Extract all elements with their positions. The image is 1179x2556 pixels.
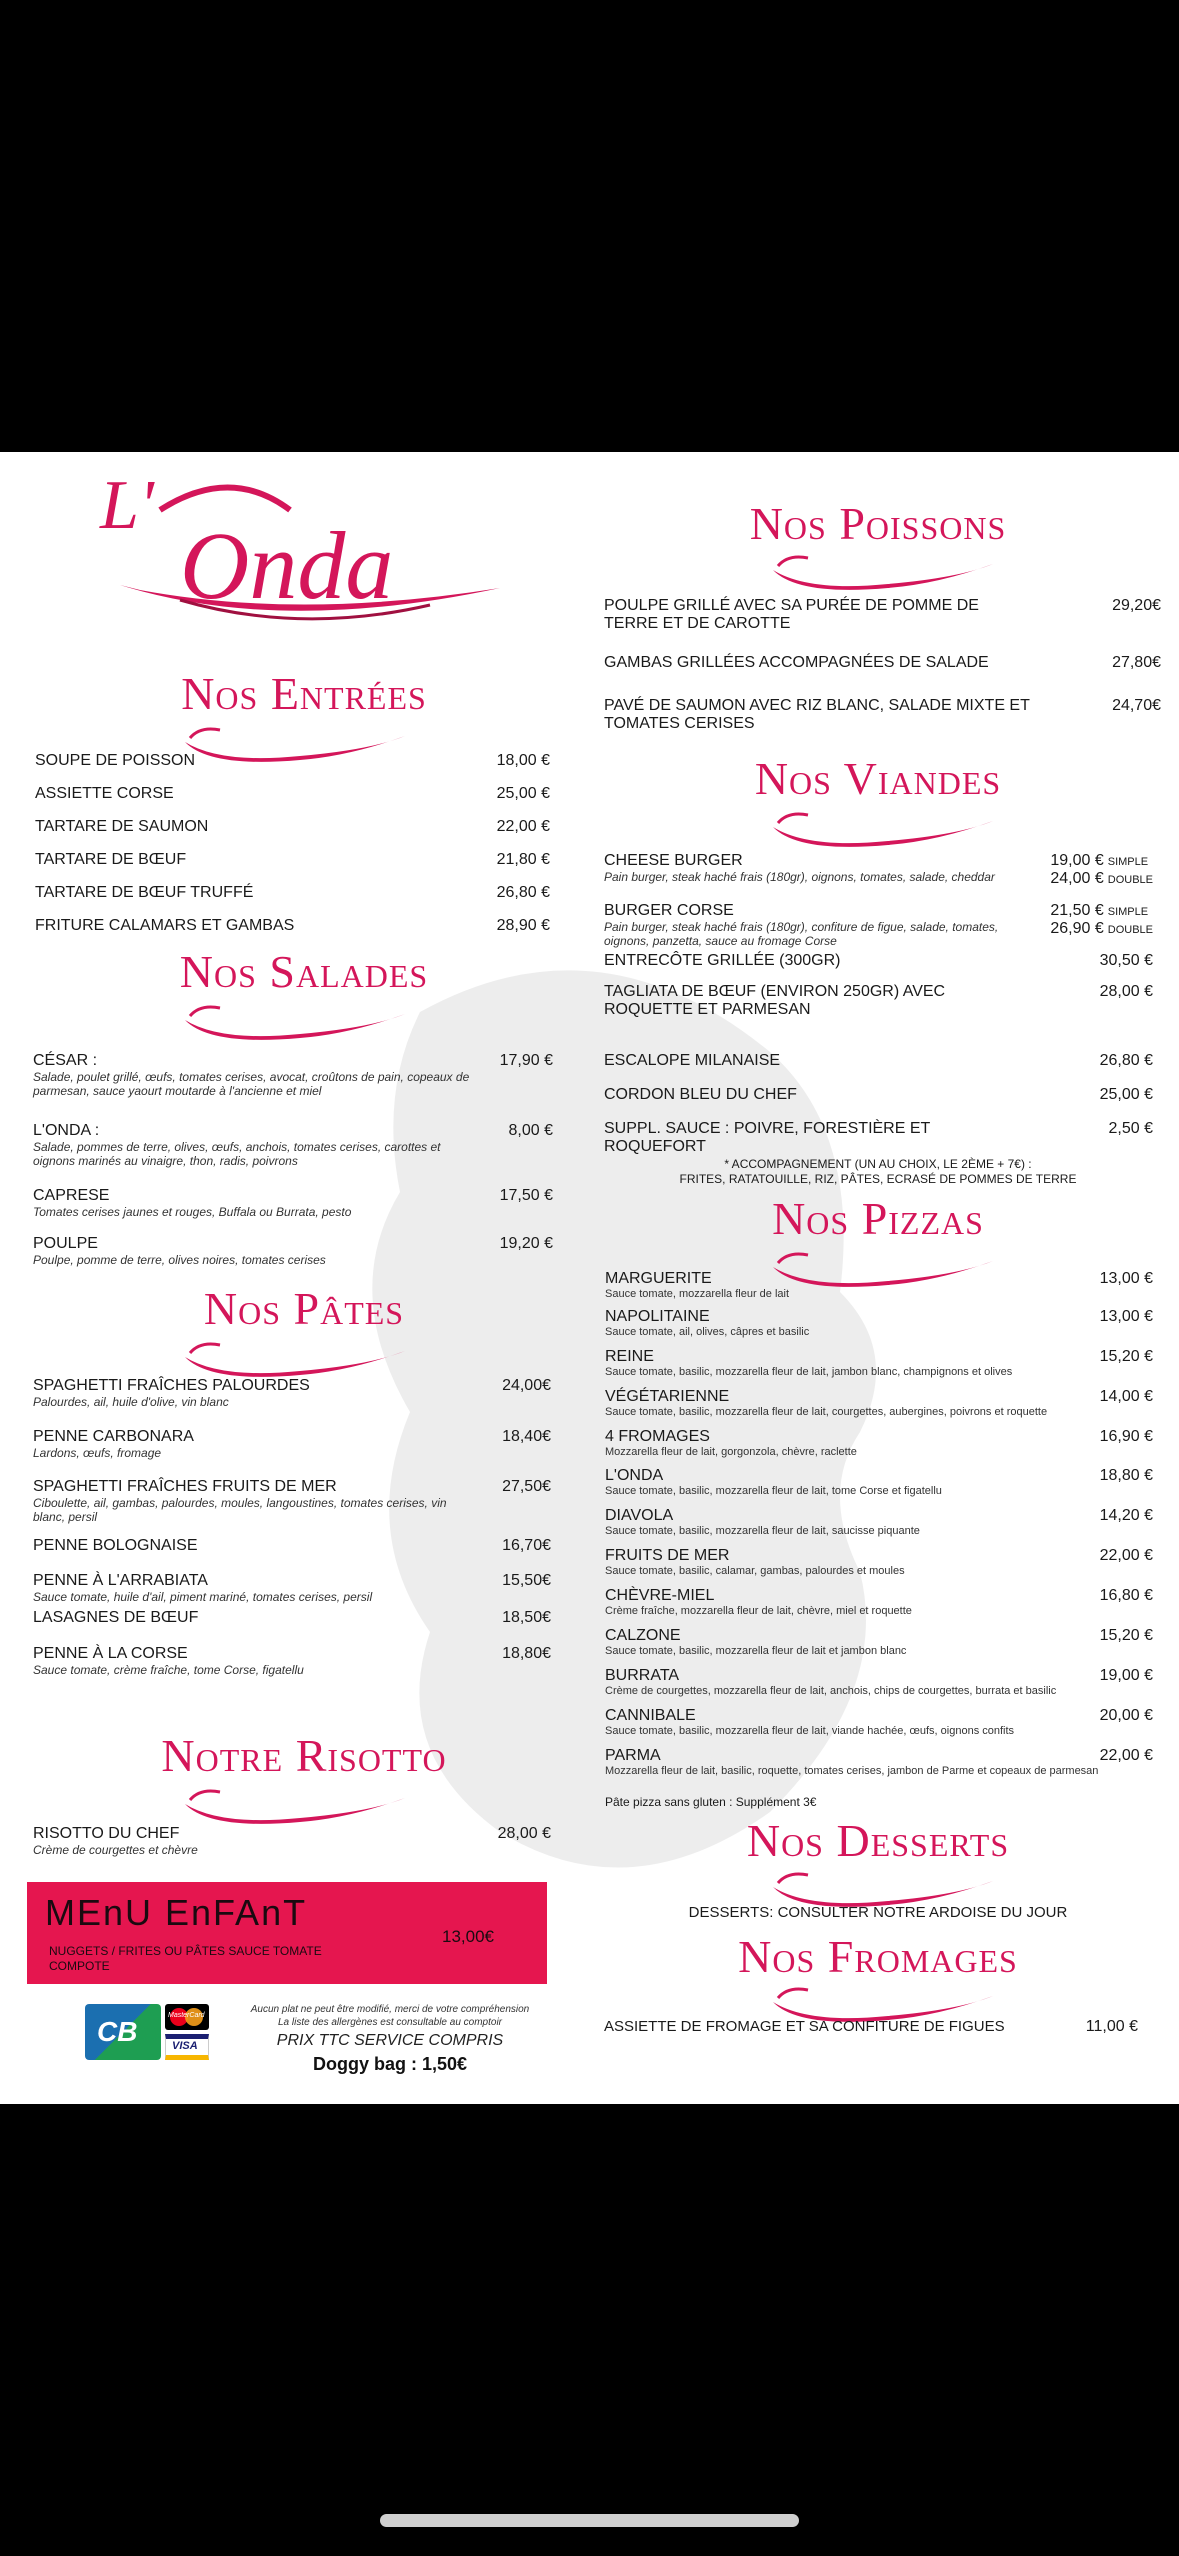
menu-item <box>33 1478 578 1524</box>
menu-item <box>605 1667 1158 1697</box>
item-description: Sauce tomate, basilic, mozzarella fleur de lait, saucisse piquante <box>605 1525 920 1537</box>
menu-item <box>605 1388 1158 1418</box>
visa-label: VISA <box>172 2040 198 2052</box>
cb-card-label: CB <box>97 2016 138 2047</box>
section-swoosh-icon <box>768 1867 998 1907</box>
gluten-note: Pâte pizza sans gluten : Supplément 3€ <box>605 1795 817 1809</box>
menu-item <box>35 818 575 836</box>
item-description: Sauce tomate, basilic, mozzarella fleur de lait, tome Corse et figatellu <box>605 1485 942 1497</box>
menu-enfant-price: 13,00€ <box>442 1927 494 1946</box>
menu-item <box>35 752 575 770</box>
menu-item <box>33 1377 578 1409</box>
item-description: Sauce tomate, basilic, mozzarella fleur de lait, courgettes, aubergines, poivrons et roquette <box>605 1406 1048 1418</box>
cb-card-icon <box>85 2004 161 2060</box>
item-name: TARTARE DE BŒUF TRUFFÉ <box>35 884 254 901</box>
item-name: CHÈVRE-MIEL <box>605 1587 715 1604</box>
item-name: ENTRECÔTE GRILLÉE (300GR) <box>604 952 841 969</box>
item-price: 20,00 € <box>1099 1707 1153 1724</box>
pates-list <box>33 1377 578 1717</box>
item-price: 8,00 € <box>508 1122 553 1139</box>
item-price: 22,00 € <box>1099 1747 1153 1764</box>
salades-list <box>33 1052 578 1282</box>
item-price: 19,00 € <box>1099 1667 1153 1684</box>
item-description: Poulpe, pomme de terre, olives noires, tomates cerises <box>33 1253 326 1267</box>
home-indicator[interactable] <box>380 2514 799 2527</box>
section-title-salades: Nos Salades <box>179 946 429 997</box>
menu-item <box>35 884 575 902</box>
item-name: SPAGHETTI FRAÎCHES PALOURDES <box>33 1377 310 1394</box>
item-name: CHEESE BURGER <box>604 852 743 869</box>
item-name: ASSIETTE DE FROMAGE ET SA CONFITURE DE FIGUES <box>604 2018 1005 2035</box>
desserts-text: DESSERTS: CONSULTER NOTRE ARDOISE DU JOUR <box>688 1904 1068 1921</box>
logo-top-text: L' <box>100 467 154 544</box>
item-price: 18,50€ <box>502 1609 551 1626</box>
item-price: 29,20€ <box>1112 597 1161 614</box>
item-description: Sauce tomate, basilic, mozzarella fleur de lait et jambon blanc <box>605 1645 907 1657</box>
footer-note-2: La liste des allergènes est consultable au comptoir <box>277 2017 503 2028</box>
item-name: PENNE À LA CORSE <box>33 1645 188 1662</box>
item-description: Crème de courgettes et chèvre <box>33 1843 198 1857</box>
menu-item <box>605 1270 1158 1300</box>
item-price: 15,50€ <box>502 1572 551 1589</box>
logo <box>100 467 520 630</box>
menu-item <box>604 2018 1138 2035</box>
item-price: 28,00 € <box>1099 983 1153 1000</box>
item-price: 18,80€ <box>502 1645 551 1662</box>
item-price: 17,50 € <box>499 1187 553 1204</box>
item-name: REINE <box>605 1348 654 1365</box>
item-description: Tomates cerises jaunes et rouges, Buffala ou Burrata, pesto <box>33 1205 352 1219</box>
item-name: NAPOLITAINE <box>605 1308 710 1325</box>
section-swoosh-icon <box>768 550 998 590</box>
price-note-simple: SIMPLE <box>1107 856 1149 868</box>
item-price: 13,00 € <box>1099 1308 1153 1325</box>
menu-item <box>35 785 575 803</box>
mastercard-label: MasterCard <box>168 2012 205 2019</box>
item-description: Sauce tomate, mozzarella fleur de lait <box>605 1288 790 1300</box>
item-name: PENNE À L'ARRABIATA <box>33 1572 208 1589</box>
item-name: SPAGHETTI FRAÎCHES FRUITS DE MER <box>33 1478 337 1495</box>
item-description: Sauce tomate, basilic, calamar, gambas, palourdes et moules <box>605 1565 905 1577</box>
item-price: 17,90 € <box>499 1052 553 1069</box>
item-name: TAGLIATA DE BŒUF (ENVIRON 250GR) AVEC ROQUETTE ET PARMESAN <box>604 983 946 1018</box>
item-name: ESCALOPE MILANAISE <box>604 1052 781 1069</box>
item-description: Sauce tomate, ail, olives, câpres et basilic <box>605 1326 810 1338</box>
section-swoosh-icon <box>180 1337 410 1377</box>
menu-item <box>604 697 1161 733</box>
item-name: PARMA <box>605 1747 661 1764</box>
menu-item <box>33 1645 578 1677</box>
item-description: Lardons, œufs, fromage <box>33 1446 162 1460</box>
item-description: Sauce tomate, basilic, mozzarella fleur de lait, viande hachée, œufs, oignons confits <box>605 1725 1015 1737</box>
price-note-double: DOUBLE <box>1107 924 1153 936</box>
item-name: MARGUERITE <box>605 1270 712 1287</box>
poissons-list <box>604 597 1161 747</box>
item-price: 18,40€ <box>502 1428 551 1445</box>
menu-item <box>604 654 1161 672</box>
accompagnement-line-2: FRITES, RATATOUILLE, RIZ, PÂTES, ECRASÉ DE POMMES DE TERRE <box>679 1172 1077 1186</box>
item-name: PENNE BOLOGNAISE <box>33 1537 198 1554</box>
item-description: Sauce tomate, huile d'ail, piment mariné, tomates cerises, persil <box>33 1590 373 1604</box>
section-title-desserts: Nos Desserts <box>746 1815 1010 1866</box>
item-name: CORDON BLEU DU CHEF <box>604 1086 797 1103</box>
item-name: L'ONDA : <box>33 1122 100 1139</box>
menu-enfant-title: MEnU EnFAnT <box>45 1892 308 1933</box>
item-price-double: 26,90 € <box>1050 920 1104 937</box>
payment-logos <box>85 2004 209 2062</box>
menu-item <box>33 1537 578 1555</box>
item-name: TARTARE DE BŒUF <box>35 851 187 868</box>
item-name: CÉSAR : <box>33 1052 98 1069</box>
item-price <box>1050 852 1153 888</box>
item-name: CAPRESE <box>33 1187 110 1204</box>
menu-item <box>33 1428 578 1460</box>
menu-item <box>604 952 1158 970</box>
item-price: 2,50 € <box>1108 1120 1153 1137</box>
item-name: CALZONE <box>605 1627 681 1644</box>
item-price: 27,50€ <box>502 1478 551 1495</box>
menu-item <box>604 852 1158 887</box>
item-price: 15,20 € <box>1099 1348 1153 1365</box>
menu-item <box>605 1428 1158 1458</box>
item-price: 24,00€ <box>502 1377 551 1394</box>
section-title-fromages: Nos Fromages <box>738 1931 1018 1982</box>
item-description: Palourdes, ail, huile d'olive, vin blanc <box>33 1395 229 1409</box>
footer-note-1: Aucun plat ne peut être modifié, merci de votre compréhension <box>250 2004 530 2015</box>
item-name: FRUITS DE MER <box>605 1547 730 1564</box>
section-title-viandes: Nos Viandes <box>754 753 1002 804</box>
menu-enfant-box <box>27 1882 547 1984</box>
item-price: 14,00 € <box>1099 1388 1153 1405</box>
item-price: 16,70€ <box>502 1537 551 1554</box>
risotto-list <box>33 1825 578 1875</box>
item-description: Sauce tomate, basilic, mozzarella fleur de lait, jambon blanc, champignons et olives <box>605 1366 1013 1378</box>
item-price: 22,00 € <box>496 818 550 835</box>
section-swoosh-icon <box>180 1784 410 1824</box>
section-title-risotto: Notre Risotto <box>161 1730 447 1781</box>
item-name: DIAVOLA <box>605 1507 674 1524</box>
menu-item <box>604 902 1158 948</box>
viandes-list <box>604 852 1158 1172</box>
menu-item <box>605 1308 1158 1338</box>
item-description: Pain burger, steak haché frais (180gr), confiture de figue, salade, tomates, oignons, panzetta, sauce au fromage Corse <box>604 920 999 948</box>
menu-item <box>605 1747 1158 1777</box>
section-swoosh-icon <box>180 1000 410 1040</box>
section-title-entrees: Nos Entrées <box>181 668 427 719</box>
item-price: 14,20 € <box>1099 1507 1153 1524</box>
menu-item <box>605 1547 1158 1577</box>
menu-item <box>605 1587 1158 1617</box>
item-description: Salade, pommes de terre, olives, œufs, anchois, tomates cerises, carottes et oignons marinés au vinaigre, thon, radis, poivrons <box>33 1140 441 1168</box>
item-price: 16,80 € <box>1099 1587 1153 1604</box>
menu-item <box>604 1086 1158 1104</box>
logo-main-text: Onda <box>180 512 394 619</box>
item-name: GAMBAS GRILLÉES ACCOMPAGNÉES DE SALADE <box>604 654 989 671</box>
section-title-poissons: Nos Poissons <box>749 498 1007 549</box>
item-price: 26,80 € <box>496 884 550 901</box>
item-name: 4 FROMAGES <box>605 1428 710 1445</box>
price-note-double: DOUBLE <box>1107 874 1153 886</box>
menu-item <box>604 1120 1158 1156</box>
item-price: 27,80€ <box>1112 654 1161 671</box>
menu-item <box>605 1707 1158 1737</box>
item-name: CANNIBALE <box>605 1707 696 1724</box>
item-price: 25,00 € <box>496 785 550 802</box>
pizzas-list <box>605 1270 1158 1790</box>
doggy-bag-note: Doggy bag : 1,50€ <box>312 2054 468 2074</box>
menu-item <box>33 1235 578 1267</box>
item-price: 15,20 € <box>1099 1627 1153 1644</box>
menu-item <box>33 1122 578 1168</box>
section-title-pates: Nos Pâtes <box>203 1283 405 1334</box>
menu-enfant-desc-1: NUGGETS / FRITES OU PÂTES SAUCE TOMATE <box>49 1944 322 1958</box>
item-price: 21,80 € <box>496 851 550 868</box>
item-name: FRITURE CALAMARS ET GAMBAS <box>35 917 295 934</box>
item-name: TARTARE DE SAUMON <box>35 818 209 835</box>
item-price: 30,50 € <box>1099 952 1153 969</box>
item-description: Ciboulette, ail, gambas, palourdes, moules, langoustines, tomates cerises, vin blanc, persil <box>33 1496 447 1524</box>
visa-icon <box>165 2034 209 2060</box>
menu-item <box>35 917 575 935</box>
item-name: POULPE GRILLÉ AVEC SA PURÉE DE POMME DE TERRE ET DE CAROTTE <box>604 597 979 632</box>
menu-item <box>33 1825 578 1857</box>
item-description: Pain burger, steak haché frais (180gr), oignons, tomates, salade, cheddar <box>604 870 995 884</box>
section-swoosh-icon <box>768 807 998 847</box>
menu-sheet <box>0 452 1179 2104</box>
item-price: 11,00 € <box>1085 2018 1138 2035</box>
item-name: RISOTTO DU CHEF <box>33 1825 180 1842</box>
menu-item <box>604 983 1158 1019</box>
item-name: BURRATA <box>605 1667 680 1684</box>
item-price-double: 24,00 € <box>1050 870 1104 887</box>
item-price: 28,00 € <box>497 1825 551 1842</box>
menu-item <box>33 1187 578 1219</box>
item-name: L'ONDA <box>605 1467 664 1484</box>
mastercard-icon <box>165 2004 209 2030</box>
menu-item <box>33 1052 578 1098</box>
menu-item <box>605 1467 1158 1497</box>
item-price: 19,20 € <box>499 1235 553 1252</box>
menu-item <box>604 1052 1158 1070</box>
service-note: PRIX TTC SERVICE COMPRIS <box>276 2032 504 2049</box>
item-name: BURGER CORSE <box>604 902 734 919</box>
item-price: 16,90 € <box>1099 1428 1153 1445</box>
entrees-list <box>35 752 575 952</box>
item-description: Salade, poulet grillé, œufs, tomates cerises, avocat, croûtons de pain, copeaux de parmesan, sauce yaourt moutarde à l'ancienne et miel <box>33 1070 470 1098</box>
menu-item <box>33 1609 578 1627</box>
price-note-simple: SIMPLE <box>1107 906 1149 918</box>
item-description: Crème de courgettes, mozzarella fleur de lait, anchois, chips de courgettes, burrata et basilic <box>605 1685 1057 1697</box>
item-price-simple: 21,50 € <box>1050 902 1104 919</box>
item-price: 18,00 € <box>496 752 550 769</box>
accompagnement-line-1: * ACCOMPAGNEMENT (UN AU CHOIX, LE 2ÈME + 7€) : <box>724 1157 1032 1171</box>
item-name: SUPPL. SAUCE : POIVRE, FORESTIÈRE ET ROQUEFORT <box>604 1120 931 1155</box>
item-price: 22,00 € <box>1099 1547 1153 1564</box>
item-name: PENNE CARBONARA <box>33 1428 194 1445</box>
section-title-pizzas: Nos Pizzas <box>772 1193 984 1244</box>
item-price: 25,00 € <box>1099 1086 1153 1103</box>
menu-enfant-desc-2: COMPOTE <box>49 1959 110 1973</box>
menu-item <box>605 1627 1158 1657</box>
item-name: POULPE <box>33 1235 98 1252</box>
item-description: Mozzarella fleur de lait, basilic, roquette, tomates cerises, jambon de Parme et copeaux de parmesan <box>605 1765 1099 1777</box>
item-description: Crème fraîche, mozzarella fleur de lait, chèvre, miel et roquette <box>605 1605 912 1617</box>
menu-item <box>35 851 575 869</box>
item-name: VÉGÉTARIENNE <box>605 1388 730 1405</box>
item-description: Sauce tomate, crème fraîche, tome Corse, figatellu <box>33 1663 304 1677</box>
item-price <box>1050 902 1153 938</box>
item-price: 28,90 € <box>496 917 550 934</box>
item-price: 24,70€ <box>1112 697 1161 714</box>
item-price: 13,00 € <box>1099 1270 1153 1287</box>
item-description: Mozzarella fleur de lait, gorgonzola, chèvre, raclette <box>605 1446 857 1458</box>
menu-item <box>604 597 1161 633</box>
menu-item <box>605 1507 1158 1537</box>
item-name: ASSIETTE CORSE <box>35 785 174 802</box>
item-name: PAVÉ DE SAUMON AVEC RIZ BLANC, SALADE MIXTE ET TOMATES CERISES <box>604 697 1030 732</box>
item-name: LASAGNES DE BŒUF <box>33 1609 199 1626</box>
item-price: 26,80 € <box>1099 1052 1153 1069</box>
item-price-simple: 19,00 € <box>1050 852 1104 869</box>
section-swoosh-icon <box>768 1982 998 2022</box>
menu-item <box>33 1572 578 1604</box>
item-price: 18,80 € <box>1099 1467 1153 1484</box>
fromages-list <box>604 2018 1138 2048</box>
menu-item <box>605 1348 1158 1378</box>
item-name: SOUPE DE POISSON <box>35 752 196 769</box>
